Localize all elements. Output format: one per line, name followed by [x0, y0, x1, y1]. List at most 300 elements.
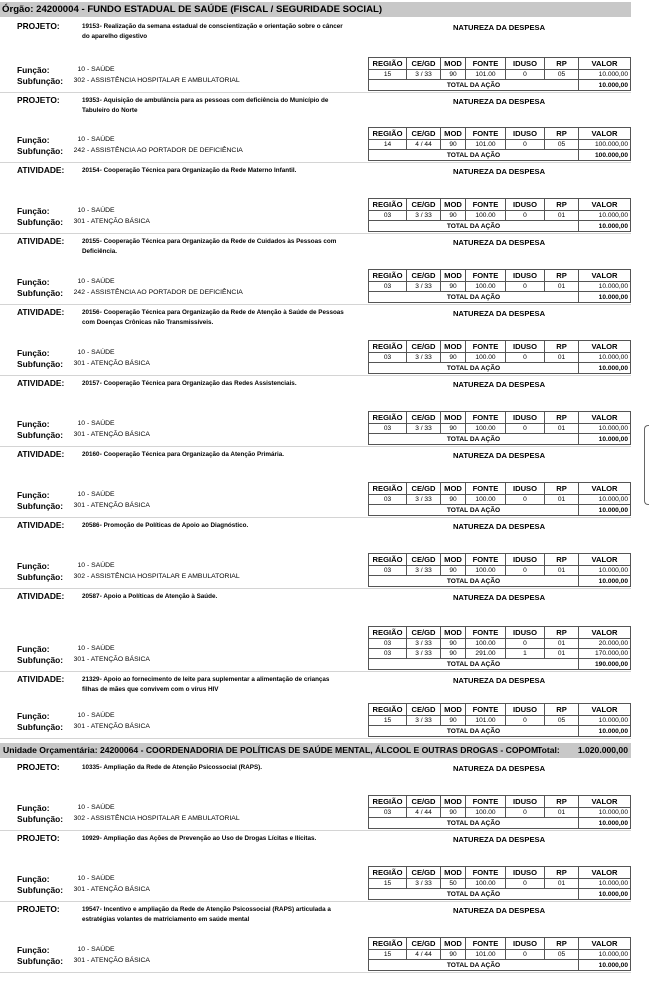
funcao-label: Função:: [17, 711, 50, 721]
subfuncao-name-text: ASSISTÊNCIA AO PORTADOR DE DEFICIÊNCIA: [90, 147, 243, 154]
subfuncao-name-text: ASSISTÊNCIA AO PORTADOR DE DEFICIÊNCIA: [90, 289, 243, 296]
cell-rp: 01: [545, 649, 579, 659]
table-row: [369, 649, 631, 659]
action-code: 21329: [82, 676, 100, 683]
subfuncao-name: - ATENÇÃO BÁSICA: [87, 957, 150, 964]
total-row: [369, 960, 631, 971]
action-description: 20156 - Cooperação Técnica para Organização da Rede de Atenção à Saúde de Pessoas com Doenças Crônicas não Transmissíveis.: [82, 309, 344, 326]
cell-mod: 90: [441, 211, 466, 221]
expense-table: [368, 127, 631, 161]
column-header-regiao: REGIÃO: [369, 554, 407, 566]
expense-table: [368, 795, 631, 829]
funcao-code: 10: [77, 875, 85, 882]
column-header-mod: MOD: [441, 554, 466, 566]
column-header-ce-gd: CE/GD: [407, 554, 441, 566]
column-header-iduso: IDUSO: [506, 796, 545, 808]
column-header-fonte: FONTE: [466, 938, 506, 950]
action-kind: ATIVIDADE:: [17, 591, 65, 601]
column-header-valor: VALOR: [579, 796, 631, 808]
natureza-da-despesa-heading: NATUREZA DA DESPESA: [452, 97, 546, 106]
column-header-ce-gd: CE/GD: [407, 483, 441, 495]
column-header-regiao: REGIÃO: [369, 938, 407, 950]
cell-fonte: 100.00: [466, 566, 506, 576]
total-da-acao-value: 10.000,00: [579, 80, 631, 91]
funcao-name-text: SAÚDE: [91, 66, 115, 73]
funcao-name-text: SAÚDE: [91, 207, 115, 214]
subfuncao-name: - ASSISTÊNCIA HOSPITALAR E AMBULATORIAL: [87, 573, 240, 580]
funcao-name: - SAÚDE: [87, 207, 115, 214]
total-da-acao-value: 10.000,00: [579, 363, 631, 374]
cell-iduso: 0: [506, 950, 545, 960]
column-header-fonte: FONTE: [466, 199, 506, 211]
subfuncao-name-text: ASSISTÊNCIA HOSPITALAR E AMBULATORIAL: [90, 815, 240, 822]
cell-regiao: 03: [369, 495, 407, 505]
subfuncao-name: - ASSISTÊNCIA HOSPITALAR E AMBULATORIAL: [87, 77, 240, 84]
cell-fonte: 100.00: [466, 495, 506, 505]
funcao-code: 10: [77, 491, 85, 498]
column-header-fonte: FONTE: [466, 867, 506, 879]
column-header-regiao: REGIÃO: [369, 627, 407, 639]
total-da-acao-value: 10.000,00: [579, 889, 631, 900]
funcao-name: - SAÚDE: [87, 278, 115, 285]
total-da-acao-label: TOTAL DA AÇÃO: [369, 889, 579, 900]
subfuncao-code: 242: [73, 289, 85, 296]
total-row: [369, 576, 631, 587]
table-row: [369, 282, 631, 292]
column-header-valor: VALOR: [579, 867, 631, 879]
total-da-acao-label: TOTAL DA AÇÃO: [369, 818, 579, 829]
total-da-acao-label: TOTAL DA AÇÃO: [369, 221, 579, 232]
total-row: [369, 889, 631, 900]
subfuncao-code: 301: [73, 502, 85, 509]
cell-valor: 10.000,00: [579, 495, 631, 505]
cell-valor: 10.000,00: [579, 353, 631, 363]
cell-ce-gd: 3 / 33: [407, 70, 441, 80]
subfuncao-name: - ATENÇÃO BÁSICA: [87, 723, 150, 730]
column-header-iduso: IDUSO: [506, 58, 545, 70]
table-row: [369, 70, 631, 80]
cell-mod: 90: [441, 495, 466, 505]
table-header-row: [369, 938, 631, 950]
funcao-code: 10: [77, 136, 85, 143]
table-header-row: [369, 704, 631, 716]
action-kind: PROJETO:: [17, 904, 60, 914]
action-block: [0, 672, 631, 739]
column-header-iduso: IDUSO: [506, 483, 545, 495]
cell-fonte: 100.00: [466, 211, 506, 221]
total-da-acao-value: 10.000,00: [579, 505, 631, 516]
cell-rp: 01: [545, 639, 579, 649]
action-block: [0, 163, 631, 234]
column-header-ce-gd: CE/GD: [407, 341, 441, 353]
funcao-label: Função:: [17, 561, 50, 571]
total-da-acao-value: 190.000,00: [579, 659, 631, 670]
cell-valor: 10.000,00: [579, 716, 631, 726]
subfuncao-name: - ASSISTÊNCIA HOSPITALAR E AMBULATORIAL: [87, 815, 240, 822]
subfuncao-code: 302: [73, 573, 85, 580]
funcao-name: - SAÚDE: [87, 349, 115, 356]
column-header-ce-gd: CE/GD: [407, 412, 441, 424]
subfuncao-name-text: ATENÇÃO BÁSICA: [90, 360, 150, 367]
cell-iduso: 0: [506, 639, 545, 649]
total-da-acao-label: TOTAL DA AÇÃO: [369, 434, 579, 445]
funcao-label: Função:: [17, 348, 50, 358]
cell-regiao: 03: [369, 424, 407, 434]
cell-regiao: 03: [369, 282, 407, 292]
action-block: [0, 831, 631, 902]
action-kind: PROJETO:: [17, 21, 60, 31]
column-header-mod: MOD: [441, 938, 466, 950]
subfuncao-name: - ATENÇÃO BÁSICA: [87, 886, 150, 893]
action-block: [0, 93, 631, 163]
column-header-regiao: REGIÃO: [369, 341, 407, 353]
action-block: [0, 589, 631, 672]
natureza-da-despesa-heading: NATUREZA DA DESPESA: [452, 906, 546, 915]
cell-regiao: 14: [369, 140, 407, 150]
expense-table: [368, 340, 631, 374]
action-code: 20586: [82, 522, 100, 529]
natureza-da-despesa-heading: NATUREZA DA DESPESA: [452, 522, 546, 531]
action-description: 20157 - Cooperação Técnica para Organização das Redes Assistenciais.: [82, 380, 297, 387]
total-row: [369, 505, 631, 516]
action-code: 19353: [82, 97, 100, 104]
action-code: 10929: [82, 835, 100, 842]
total-da-acao-value: 10.000,00: [579, 960, 631, 971]
cell-iduso: 0: [506, 282, 545, 292]
column-header-iduso: IDUSO: [506, 412, 545, 424]
natureza-da-despesa-heading: NATUREZA DA DESPESA: [452, 835, 546, 844]
cell-rp: 05: [545, 950, 579, 960]
action-description: 19353 - Aquisição de ambulância para as pessoas com deficiência do Município de Tabuleiro do Norte: [82, 97, 329, 114]
action-kind: ATIVIDADE:: [17, 449, 65, 459]
funcao-name-text: SAÚDE: [91, 645, 115, 652]
expense-table: [368, 411, 631, 445]
cell-rp: 05: [545, 70, 579, 80]
expense-table: [368, 198, 631, 232]
cell-valor: 10.000,00: [579, 566, 631, 576]
cell-ce-gd: 4 / 44: [407, 140, 441, 150]
action-title: Aquisição de ambulância para as pessoas com deficiência do Município de Tabuleiro do Norte: [82, 97, 329, 114]
column-header-regiao: REGIÃO: [369, 58, 407, 70]
table-header-row: [369, 341, 631, 353]
funcao-code: 10: [77, 645, 85, 652]
total-da-acao-label: TOTAL DA AÇÃO: [369, 80, 579, 91]
action-title: Cooperação Técnica para Organização da Atenção Primária.: [103, 451, 284, 458]
total-da-acao-label: TOTAL DA AÇÃO: [369, 726, 579, 737]
action-code: 20160: [82, 451, 100, 458]
cell-fonte: 101.00: [466, 140, 506, 150]
subfuncao-name: - ATENÇÃO BÁSICA: [87, 431, 150, 438]
cell-fonte: 291.00: [466, 649, 506, 659]
subfuncao-label: Subfunção:: [17, 572, 64, 582]
funcao-name-text: SAÚDE: [91, 136, 115, 143]
natureza-da-despesa-heading: NATUREZA DA DESPESA: [452, 380, 546, 389]
funcao-code: 10: [77, 349, 85, 356]
column-header-valor: VALOR: [579, 412, 631, 424]
cell-valor: 10.000,00: [579, 808, 631, 818]
column-header-rp: RP: [545, 627, 579, 639]
total-da-acao-value: 10.000,00: [579, 726, 631, 737]
cell-rp: 01: [545, 879, 579, 889]
funcao-label: Função:: [17, 419, 50, 429]
funcao-name: - SAÚDE: [87, 491, 115, 498]
action-kind: PROJETO:: [17, 95, 60, 105]
subfuncao-name-text: ATENÇÃO BÁSICA: [90, 656, 150, 663]
cell-iduso: 0: [506, 566, 545, 576]
subfuncao-code: 301: [73, 360, 85, 367]
column-header-rp: RP: [545, 483, 579, 495]
expense-table: [368, 553, 631, 587]
subfuncao-name-text: ASSISTÊNCIA HOSPITALAR E AMBULATORIAL: [90, 77, 240, 84]
cell-rp: 05: [545, 716, 579, 726]
column-header-regiao: REGIÃO: [369, 412, 407, 424]
cell-valor: 20.000,00: [579, 639, 631, 649]
expense-table: [368, 269, 631, 303]
table-row: [369, 879, 631, 889]
subfuncao-name: - ATENÇÃO BÁSICA: [87, 218, 150, 225]
funcao-label: Função:: [17, 803, 50, 813]
column-header-fonte: FONTE: [466, 483, 506, 495]
total-row: [369, 726, 631, 737]
action-title: Cooperação Técnica para Organização das Redes Assistenciais.: [103, 380, 297, 387]
total-row: [369, 434, 631, 445]
funcao-label: Função:: [17, 945, 50, 955]
cell-ce-gd: 4 / 44: [407, 950, 441, 960]
column-header-valor: VALOR: [579, 199, 631, 211]
action-description: 20586 - Promoção de Políticas de Apoio ao Diagnóstico.: [82, 522, 249, 529]
column-header-regiao: REGIÃO: [369, 270, 407, 282]
subfuncao-name-text: ATENÇÃO BÁSICA: [90, 957, 150, 964]
column-header-fonte: FONTE: [466, 412, 506, 424]
column-header-iduso: IDUSO: [506, 938, 545, 950]
action-code: 19153: [82, 23, 100, 30]
expense-table: [368, 937, 631, 971]
cell-ce-gd: 3 / 33: [407, 353, 441, 363]
funcao-name: - SAÚDE: [87, 712, 115, 719]
column-header-mod: MOD: [441, 341, 466, 353]
cell-rp: 01: [545, 211, 579, 221]
subfuncao-label: Subfunção:: [17, 501, 64, 511]
table-header-row: [369, 483, 631, 495]
total-da-acao-label: TOTAL DA AÇÃO: [369, 150, 579, 161]
cell-iduso: 0: [506, 716, 545, 726]
cell-regiao: 15: [369, 70, 407, 80]
action-kind: ATIVIDADE:: [17, 165, 65, 175]
cell-rp: 05: [545, 140, 579, 150]
cell-regiao: 03: [369, 649, 407, 659]
table-row: [369, 566, 631, 576]
subfuncao-label: Subfunção:: [17, 76, 64, 86]
subfuncao-code: 301: [73, 723, 85, 730]
cell-valor: 10.000,00: [579, 424, 631, 434]
unidade-total-label: Total:: [537, 745, 560, 755]
column-header-valor: VALOR: [579, 938, 631, 950]
subfuncao-label: Subfunção:: [17, 814, 64, 824]
funcao-code: 10: [77, 420, 85, 427]
table-row: [369, 716, 631, 726]
cell-mod: 90: [441, 424, 466, 434]
column-header-ce-gd: CE/GD: [407, 796, 441, 808]
column-header-mod: MOD: [441, 128, 466, 140]
column-header-mod: MOD: [441, 704, 466, 716]
table-row: [369, 639, 631, 649]
column-header-fonte: FONTE: [466, 58, 506, 70]
total-row: [369, 221, 631, 232]
column-header-iduso: IDUSO: [506, 554, 545, 566]
cell-regiao: 03: [369, 808, 407, 818]
cell-regiao: 03: [369, 639, 407, 649]
column-header-rp: RP: [545, 341, 579, 353]
action-description: 20160 - Cooperação Técnica para Organização da Atenção Primária.: [82, 451, 284, 458]
cell-regiao: 03: [369, 566, 407, 576]
cell-ce-gd: 3 / 33: [407, 716, 441, 726]
funcao-name-text: SAÚDE: [91, 491, 115, 498]
funcao-name: - SAÚDE: [87, 66, 115, 73]
natureza-da-despesa-heading: NATUREZA DA DESPESA: [452, 23, 546, 32]
column-header-mod: MOD: [441, 627, 466, 639]
cell-ce-gd: 3 / 33: [407, 495, 441, 505]
action-block: [0, 447, 631, 518]
natureza-da-despesa-heading: NATUREZA DA DESPESA: [452, 593, 546, 602]
table-row: [369, 808, 631, 818]
subfuncao-name: - ASSISTÊNCIA AO PORTADOR DE DEFICIÊNCIA: [87, 147, 243, 154]
funcao-code: 10: [77, 278, 85, 285]
expense-table: [368, 703, 631, 737]
funcao-label: Função:: [17, 644, 50, 654]
action-title: Promoção de Políticas de Apoio ao Diagnóstico.: [103, 522, 249, 529]
cell-valor: 100.000,00: [579, 140, 631, 150]
action-code: 10335: [82, 764, 100, 771]
action-title: Apoio a Políticas de Atenção à Saúde.: [103, 593, 218, 600]
column-header-ce-gd: CE/GD: [407, 270, 441, 282]
funcao-name-text: SAÚDE: [91, 562, 115, 569]
funcao-label: Função:: [17, 490, 50, 500]
action-block: [0, 902, 631, 973]
cell-rp: 01: [545, 424, 579, 434]
column-header-rp: RP: [545, 270, 579, 282]
action-block: [0, 760, 631, 831]
column-header-regiao: REGIÃO: [369, 796, 407, 808]
cell-ce-gd: 3 / 33: [407, 879, 441, 889]
column-header-regiao: REGIÃO: [369, 867, 407, 879]
cell-iduso: 0: [506, 808, 545, 818]
cell-rp: 01: [545, 808, 579, 818]
funcao-code: 10: [77, 66, 85, 73]
cell-iduso: 0: [506, 211, 545, 221]
subfuncao-label: Subfunção:: [17, 359, 64, 369]
column-header-rp: RP: [545, 554, 579, 566]
subfuncao-name-text: ATENÇÃO BÁSICA: [90, 431, 150, 438]
cell-mod: 90: [441, 140, 466, 150]
table-header-row: [369, 199, 631, 211]
cell-mod: 90: [441, 950, 466, 960]
expense-table: [368, 482, 631, 516]
funcao-label: Função:: [17, 277, 50, 287]
funcao-name: - SAÚDE: [87, 875, 115, 882]
action-kind: PROJETO:: [17, 762, 60, 772]
action-description: 20154 - Cooperação Técnica para Organização da Rede Materno Infantil.: [82, 167, 297, 174]
action-kind: ATIVIDADE:: [17, 378, 65, 388]
cell-valor: 10.000,00: [579, 70, 631, 80]
funcao-name-text: SAÚDE: [91, 712, 115, 719]
action-code: 20587: [82, 593, 100, 600]
column-header-iduso: IDUSO: [506, 199, 545, 211]
unidade-total-value: 1.020.000,00: [577, 745, 628, 755]
column-header-ce-gd: CE/GD: [407, 627, 441, 639]
cell-rp: 01: [545, 566, 579, 576]
action-title: Cooperação Técnica para Organização da Rede de Cuidados às Pessoas com Deficiência.: [82, 238, 337, 255]
total-row: [369, 80, 631, 91]
column-header-valor: VALOR: [579, 270, 631, 282]
action-description: 10929 - Ampliação das Ações de Prevenção ao Uso de Drogas Lícitas e Ilícitas.: [82, 835, 317, 842]
column-header-fonte: FONTE: [466, 627, 506, 639]
subfuncao-name-text: ATENÇÃO BÁSICA: [90, 218, 150, 225]
column-header-fonte: FONTE: [466, 554, 506, 566]
funcao-name: - SAÚDE: [87, 946, 115, 953]
subfuncao-name: - ATENÇÃO BÁSICA: [87, 656, 150, 663]
action-code: 20155: [82, 238, 100, 245]
column-header-rp: RP: [545, 199, 579, 211]
column-header-valor: VALOR: [579, 554, 631, 566]
subfuncao-label: Subfunção:: [17, 217, 64, 227]
orgao-header: [0, 2, 631, 17]
action-title: Ampliação da Rede de Atenção Psicossocial (RAPS).: [103, 764, 263, 771]
action-code: 20156: [82, 309, 100, 316]
cell-fonte: 100.00: [466, 353, 506, 363]
cell-ce-gd: 3 / 33: [407, 639, 441, 649]
column-header-ce-gd: CE/GD: [407, 128, 441, 140]
total-da-acao-label: TOTAL DA AÇÃO: [369, 576, 579, 587]
cell-valor: 170.000,00: [579, 649, 631, 659]
total-da-acao-value: 10.000,00: [579, 292, 631, 303]
funcao-name-text: SAÚDE: [91, 875, 115, 882]
action-description: 21329 - Apoio ao fornecimento de leite para suplementar a alimentação de crianças filhas de mães que convivem com o vírus HIV: [82, 676, 330, 693]
unidade-title: Unidade Orçamentária: 24200064 - COORDENADORIA DE POLÍTICAS DE SAÚDE MENTAL, ÁLCOOL E OUTRAS DROGAS - COPOM: [3, 745, 539, 755]
cell-rp: 01: [545, 495, 579, 505]
cell-iduso: 1: [506, 649, 545, 659]
expense-table: [368, 57, 631, 91]
cell-regiao: 03: [369, 353, 407, 363]
action-kind: ATIVIDADE:: [17, 674, 65, 684]
column-header-mod: MOD: [441, 867, 466, 879]
cell-regiao: 03: [369, 211, 407, 221]
subfuncao-name-text: ATENÇÃO BÁSICA: [90, 502, 150, 509]
cell-iduso: 0: [506, 879, 545, 889]
cell-valor: 10.000,00: [579, 211, 631, 221]
subfuncao-code: 301: [73, 431, 85, 438]
column-header-fonte: FONTE: [466, 704, 506, 716]
total-da-acao-value: 10.000,00: [579, 818, 631, 829]
cell-mod: 90: [441, 649, 466, 659]
action-block: [0, 376, 631, 447]
column-header-regiao: REGIÃO: [369, 704, 407, 716]
column-header-valor: VALOR: [579, 341, 631, 353]
cell-regiao: 15: [369, 716, 407, 726]
action-description: 10335 - Ampliação da Rede de Atenção Psicossocial (RAPS).: [82, 764, 263, 771]
subfuncao-label: Subfunção:: [17, 146, 64, 156]
cell-ce-gd: 3 / 33: [407, 282, 441, 292]
funcao-label: Função:: [17, 65, 50, 75]
funcao-code: 10: [77, 562, 85, 569]
column-header-rp: RP: [545, 412, 579, 424]
cell-mod: 90: [441, 282, 466, 292]
unidade-total: [537, 743, 628, 758]
cell-valor: 10.000,00: [579, 282, 631, 292]
action-description: 19153 - Realização da semana estadual de conscientização e orientação sobre o câncer do aparelho digestivo: [82, 23, 343, 40]
table-header-row: [369, 412, 631, 424]
cell-valor: 10.000,00: [579, 950, 631, 960]
action-code: 20154: [82, 167, 100, 174]
